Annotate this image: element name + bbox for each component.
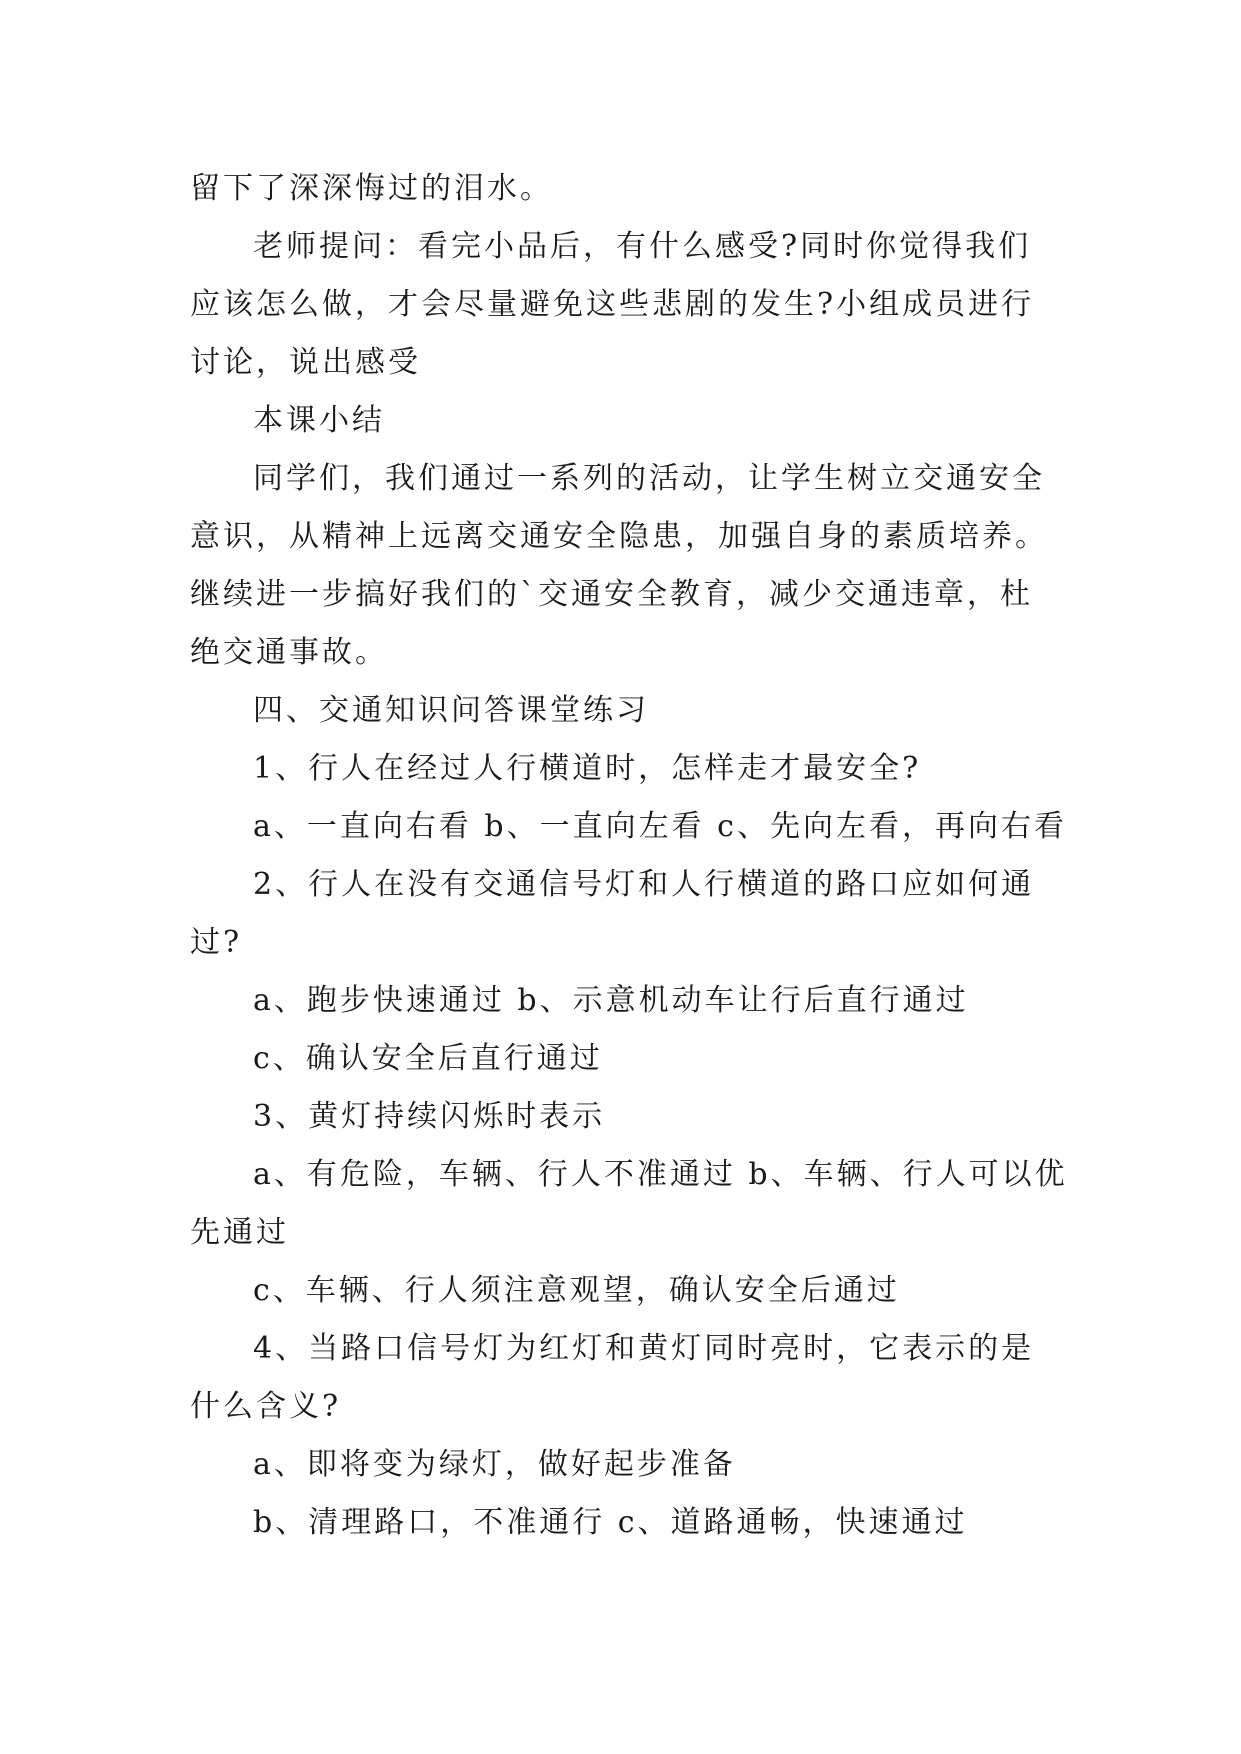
text-line: 应该怎么做，才会尽量避免这些悲剧的发生?小组成员进行 [190,287,1035,322]
question-line: 什么含义? [190,1389,342,1424]
text-line: 同学们，我们通过一系列的活动，让学生树立交通安全 [253,461,1045,496]
document-body [190,160,1068,1552]
options-line: c、确认安全后直行通过 [253,1041,603,1076]
question-line: 过? [190,925,243,960]
text-line: 老师提问：看完小品后，有什么感受?同时你觉得我们 [253,229,1032,264]
text-line: 意识，从精神上远离交通安全隐患，加强自身的素质培养。 [190,519,1048,554]
section-heading: 四、交通知识问答课堂练习 [253,693,649,728]
options-line: 先通过 [190,1215,289,1250]
options-line: a、即将变为绿灯，做好起步准备 [253,1447,736,1482]
options-line: b、清理路口，不准通行 c、道路通畅，快速通过 [253,1505,968,1540]
question-line: 3、黄灯持续闪烁时表示 [253,1099,606,1134]
question-line: 2、行人在没有交通信号灯和人行横道的路口应如何通 [253,867,1035,902]
options-line: a、有危险，车辆、行人不准通过 b、车辆、行人可以优 [253,1157,1068,1192]
text-line: 留下了深深悔过的泪水。 [190,171,553,206]
section-heading: 本课小结 [253,403,385,438]
options-line: a、一直向右看 b、一直向左看 c、先向左看，再向右看 [253,809,1067,844]
question-line: 4、当路口信号灯为红灯和黄灯同时亮时，它表示的是 [253,1331,1035,1366]
question-line: 1、行人在经过人行横道时，怎样走才最安全? [253,751,922,786]
text-line: 继续进一步搞好我们的`交通安全教育，减少交通违章，杜 [190,577,1033,612]
text-line: 绝交通事故。 [190,635,388,670]
options-line: c、车辆、行人须注意观望，确认安全后通过 [253,1273,900,1308]
text-line: 讨论，说出感受 [190,345,421,380]
options-line: a、跑步快速通过 b、示意机动车让行后直行通过 [253,983,969,1018]
